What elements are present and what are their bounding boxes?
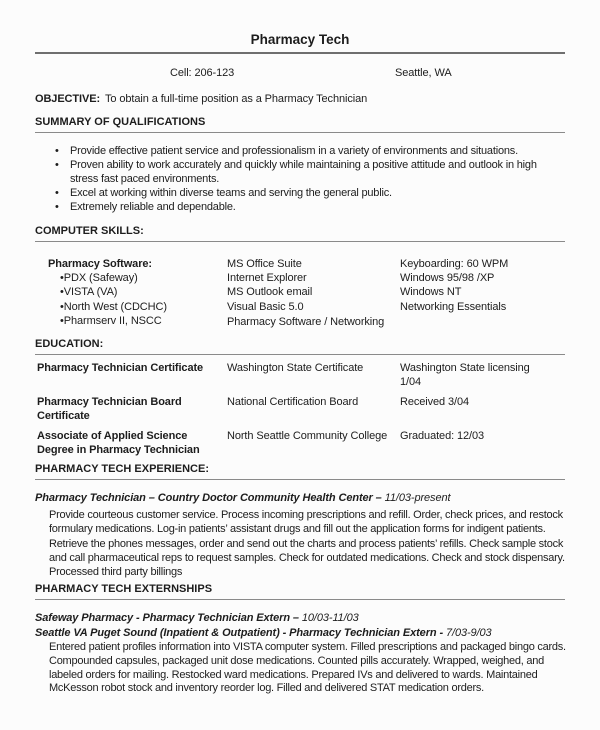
bullet-icon (48, 271, 64, 285)
section-heading-education: EDUCATION: (35, 338, 565, 355)
skills-column-heading: Pharmacy Software: (48, 258, 152, 270)
job-title-line (35, 611, 570, 626)
job-dates: 11/03-present (384, 492, 451, 504)
education-institution: North Seattle Community College (227, 430, 388, 442)
list-item (48, 285, 227, 299)
list-item (48, 300, 227, 314)
skill-label: MS Office Suite (227, 258, 302, 270)
skill-label: Networking Essentials (400, 300, 507, 313)
education-credential: Associate of Applied Science Degree in Pharmacy Technician (37, 430, 200, 456)
job-description: Entered patient profiles information into VISTA computer system. Filled prescriptions and packaged bingo cards. Compounded capsules, packaged unit dose medications. Counted pills accurately. Wrapped, weighed, and labeled orders for mailing. Restocked ward medications. Prepared IVs and delivered to wards. Maintained McKesson robot stock and inventory reorder log. Filled and delivered STAT medication orders. (49, 641, 566, 695)
contact-row (35, 67, 565, 81)
table-row (37, 395, 570, 423)
contact-phone: Cell: 206-123 (170, 67, 235, 79)
externship-titles (35, 611, 570, 641)
bullet-icon (55, 187, 70, 201)
skill-label: Windows 95/98 /XP (400, 272, 495, 285)
objective-label: OBJECTIVE: (35, 93, 101, 105)
skill-label: VISTA (VA) (63, 286, 118, 299)
bullet-text: Provide effective patient service and professionalism in a variety of environments and situations. (70, 145, 518, 157)
job-dates: 10/03-11/03 (301, 612, 359, 624)
objective-line (35, 93, 565, 105)
job-title: Pharmacy Technician – Country Doctor Community Health Center – (35, 492, 382, 504)
section-heading-externships: PHARMACY TECH EXTERNSHIPS (35, 583, 565, 600)
job-title: Safeway Pharmacy - Pharmacy Technician Extern – (35, 612, 299, 624)
section-heading-computer-skills: COMPUTER SKILLS: (35, 225, 565, 242)
bullet-icon (55, 145, 70, 159)
job-title-line (35, 626, 570, 641)
education-status: Washington State licensing 1/04 (400, 362, 530, 388)
skill-label: North West (CDCHC) (63, 300, 167, 313)
skill-label: PDX (Safeway) (63, 272, 138, 285)
skill-label: Visual Basic 5.0 (227, 300, 304, 313)
skill-label: Pharmserv II, NSCC (63, 314, 162, 327)
education-table (37, 361, 570, 463)
skill-label: Internet Explorer (227, 272, 307, 285)
skills-column-software (227, 257, 400, 329)
skill-label: MS Outlook email (227, 286, 313, 299)
section-heading-summary: SUMMARY OF QUALIFICATIONS (35, 116, 565, 133)
page-title: Pharmacy Tech (250, 32, 350, 47)
education-credential: Pharmacy Technician Board Certificate (37, 396, 182, 422)
computer-skills-grid (48, 257, 570, 329)
bullet-text: Proven ability to work accurately and quickly while maintaining a positive attitude and outlook in high stress fast paced environments. (70, 159, 537, 185)
education-status: Graduated: 12/03 (400, 430, 485, 442)
list-item (55, 159, 565, 186)
bullet-text: Excel at working within diverse teams and serving the general public. (70, 186, 392, 199)
education-institution: National Certification Board (227, 396, 359, 408)
bullet-icon (55, 159, 70, 186)
list-item (48, 271, 227, 285)
bullet-icon (48, 285, 64, 299)
education-status: Received 3/04 (400, 396, 470, 408)
bullet-icon (48, 300, 64, 314)
objective-text: To obtain a full-time position as a Pharmacy Technician (105, 93, 368, 105)
job-description: Provide courteous customer service. Process incoming prescriptions and refill. Order, check prices, and restock formulary medications. Log-in patients’ assistant drugs and fill out the application forms for indigent patients. Retrieve the phones messages, order and send out the charts and process patients’ refills. Check sample stock and call pharmaceutical reps to request samples. Check for outdated medications. Check and stock dispensary. Processed third party billings (49, 509, 565, 579)
bullet-text: Extremely reliable and dependable. (70, 200, 236, 213)
table-row (37, 361, 570, 389)
resume-header (35, 32, 565, 54)
list-item (55, 201, 565, 215)
skills-column-systems (400, 257, 570, 329)
list-item (48, 314, 227, 328)
bullet-icon (55, 201, 70, 215)
job-dates: 7/03-9/03 (445, 627, 492, 639)
education-institution: Washington State Certificate (227, 362, 364, 374)
job-title: Seattle VA Puget Sound (Inpatient & Outpatient) - Pharmacy Technician Extern - (35, 627, 444, 639)
skill-label: Pharmacy Software / Networking (227, 315, 385, 328)
education-credential: Pharmacy Technician Certificate (37, 362, 204, 374)
skill-label: Windows NT (400, 286, 462, 299)
job-title-line (35, 492, 570, 504)
skills-column-pharmacy-software (48, 257, 227, 329)
summary-list (55, 145, 565, 215)
list-item (55, 145, 565, 159)
contact-location: Seattle, WA (395, 67, 452, 79)
bullet-icon (48, 314, 64, 328)
section-heading-experience: PHARMACY TECH EXPERIENCE: (35, 463, 565, 480)
table-row (37, 429, 570, 457)
skill-label: Keyboarding: 60 WPM (400, 258, 509, 270)
list-item (55, 187, 565, 201)
